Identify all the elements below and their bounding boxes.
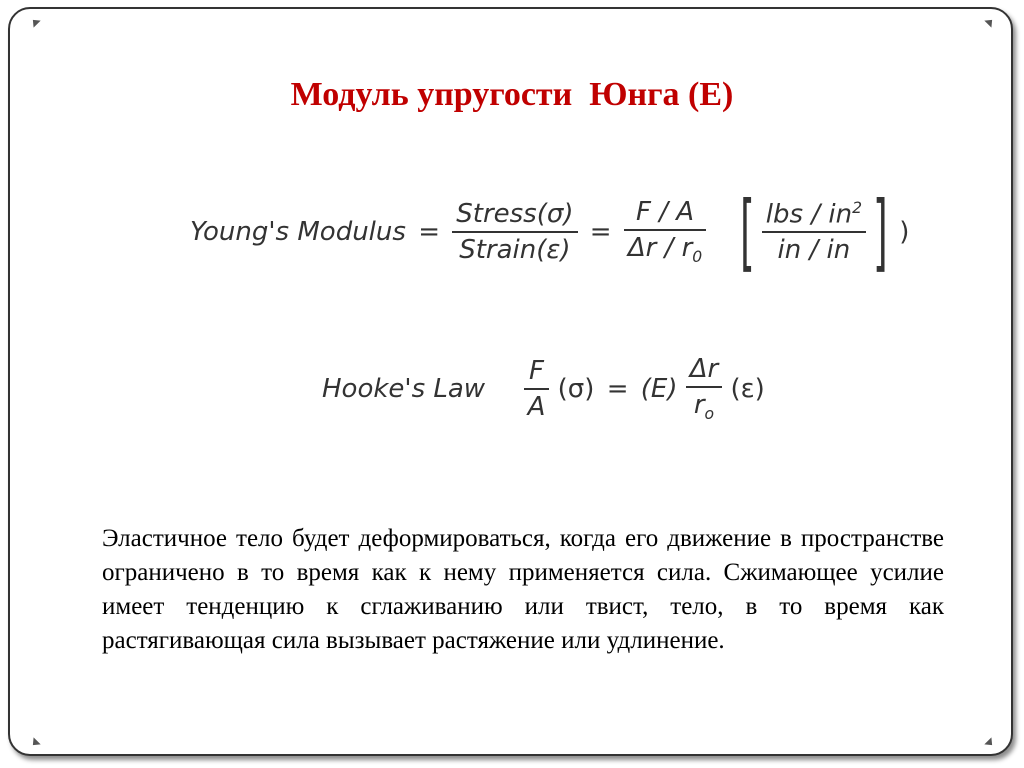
stress-strain-fraction — [452, 199, 577, 265]
fraction-denominator — [624, 231, 706, 266]
force-area-fraction — [524, 356, 550, 422]
sigma-term: (σ) — [557, 373, 595, 404]
corner-arrow-icon — [29, 16, 40, 27]
right-bracket: ] — [873, 183, 889, 281]
corner-arrow-icon — [984, 16, 995, 27]
formula-label: Young's Modulus — [190, 217, 406, 247]
body-paragraph: Эластичное тело будет деформироваться, когда его движение в пространстве ограничено в то время как к нему применяется сила. Сжимающее усилие имеет тенденцию к сглаживанию или твист, тело, в то время как растягивающая сила вызывает растяжение или удлинение. — [102, 525, 944, 654]
fraction-denominator: in / in — [777, 235, 851, 266]
fraction-denominator: A — [527, 391, 546, 422]
corner-arrow-icon — [29, 737, 40, 748]
denominator-subscript: o — [704, 405, 715, 424]
equals-sign: = — [589, 217, 612, 247]
force-area-fraction — [624, 197, 706, 266]
units-fraction — [762, 199, 866, 266]
fraction-numerator: Stress(σ) — [452, 199, 577, 233]
hookes-law-formula — [322, 354, 765, 423]
epsilon-term: (ε) — [730, 373, 765, 404]
modulus-term: (E) — [640, 373, 678, 404]
fraction-denominator — [686, 388, 722, 423]
denominator-subscript: 0 — [692, 248, 703, 267]
formula-label: Hooke's Law — [322, 373, 486, 404]
strain-fraction — [686, 354, 722, 423]
fraction-numerator: F / A — [624, 197, 706, 231]
denominator-text: Δr / r — [627, 233, 693, 264]
denominator-text: r — [693, 390, 705, 420]
slide-title: Модуль упругости Юнга (E) — [290, 76, 734, 113]
units-numerator-text: lbs / in — [765, 199, 853, 230]
fraction-numerator — [762, 199, 866, 234]
fraction-denominator: Strain(ε) — [459, 235, 571, 265]
equals-sign: = — [606, 373, 629, 404]
left-bracket: [ — [739, 183, 755, 281]
corner-arrow-icon — [984, 737, 995, 748]
closing-paren: ) — [899, 217, 910, 247]
units-superscript: 2 — [852, 198, 862, 217]
fraction-numerator: F — [524, 356, 550, 390]
equals-sign: = — [418, 217, 440, 247]
youngs-modulus-formula — [190, 183, 913, 281]
fraction-numerator: Δr — [686, 354, 722, 388]
